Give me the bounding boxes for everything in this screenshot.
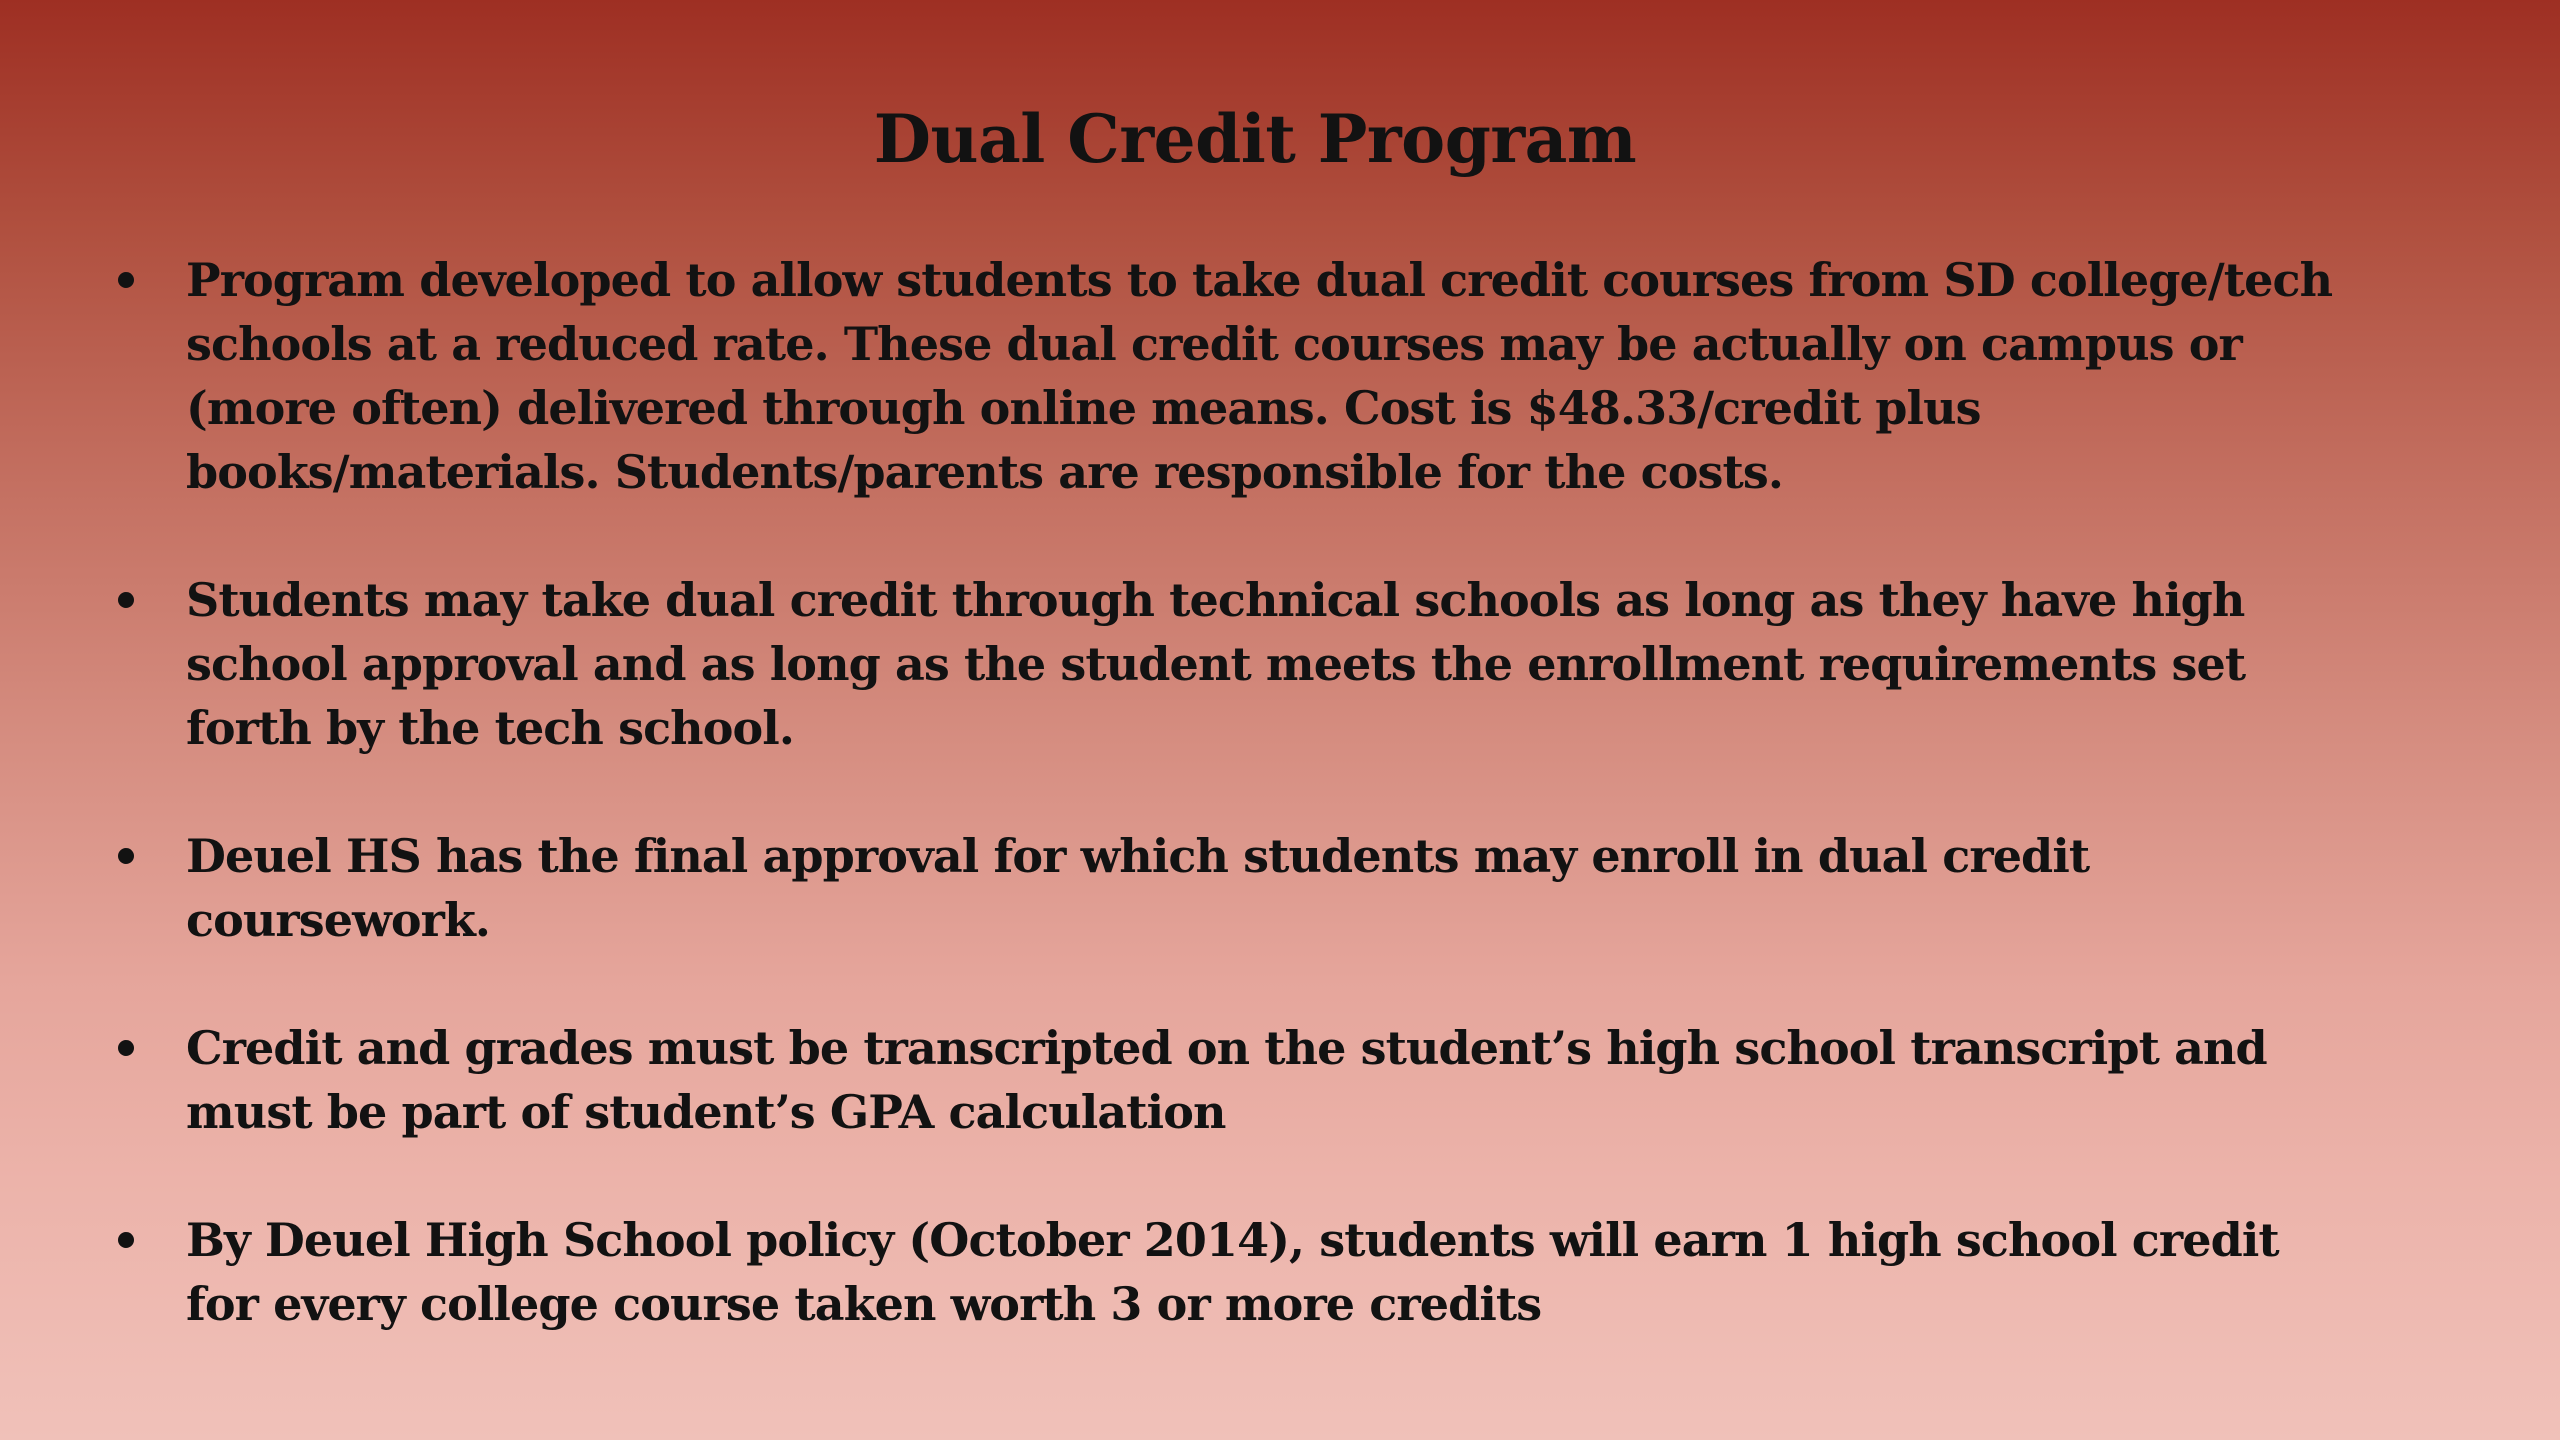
bullet-item	[112, 568, 2352, 760]
bullet-icon	[118, 272, 134, 288]
bullet-icon	[118, 1232, 134, 1248]
bullet-list	[112, 248, 2352, 1336]
bullet-icon	[118, 1040, 134, 1056]
bullet-icon	[118, 592, 134, 608]
bullet-item	[112, 248, 2352, 504]
bullet-item	[112, 1016, 2352, 1144]
bullet-item	[112, 1208, 2352, 1336]
bullet-text: Deuel HS has the final approval for which students may enroll in dual credit coursework.	[186, 829, 2090, 947]
bullet-icon	[118, 848, 134, 864]
slide-title: Dual Credit Program	[873, 100, 1637, 178]
bullet-text: Program developed to allow students to take dual credit courses from SD college/tech schools at a reduced rate. These dual credit courses may be actually on campus or (more often) delivered through online means. Cost is $48.33/credit plus books/materials. Students/parents are responsible for the costs.	[186, 253, 2333, 499]
bullet-text: By Deuel High School policy (October 2014), students will earn 1 high school credit for every college course taken worth 3 or more credits	[186, 1213, 2279, 1331]
bullet-text: Students may take dual credit through technical schools as long as they have high school approval and as long as the student meets the enrollment requirements set forth by the tech school.	[186, 573, 2246, 755]
bullet-text: Credit and grades must be transcripted on the student’s high school transcript and must be part of student’s GPA calculation	[186, 1021, 2267, 1139]
bullet-item	[112, 824, 2352, 952]
